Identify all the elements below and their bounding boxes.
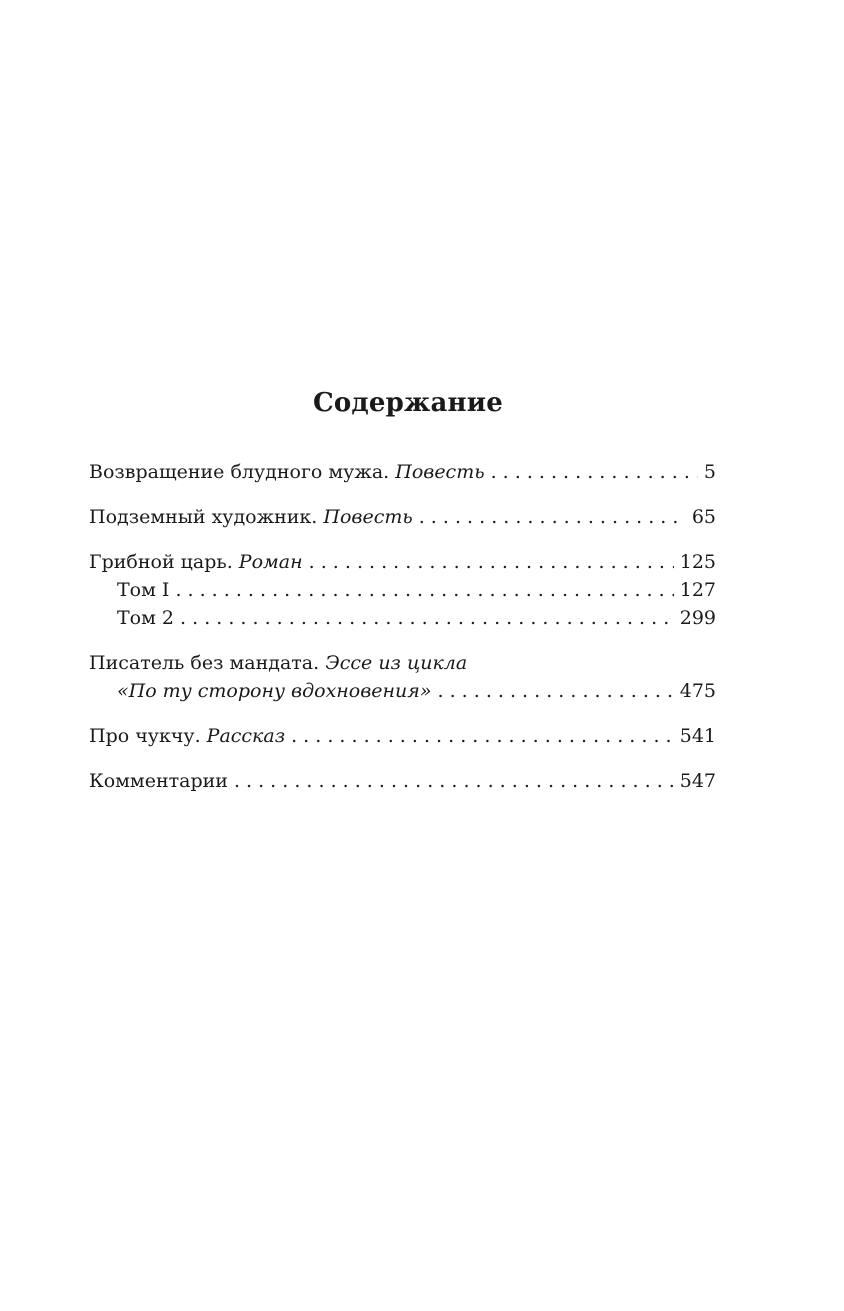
toc-entry[interactable] [89,677,716,705]
toc-entry-page: 125 [679,551,716,573]
dot-leader [309,548,674,576]
toc-entry-first-line[interactable] [89,649,716,677]
toc-entry-genre: Повесть [395,461,485,483]
toc-entry-genre-cont: «По ту сторону вдохновения» [117,680,432,702]
toc-subentry-title: Том I [117,579,170,601]
toc-entry-genre: Эссе из цикла [325,652,468,674]
toc-entry-page: 547 [679,770,716,792]
dot-leader [175,576,673,604]
toc-entry-title: Подземный художник. [89,506,318,528]
toc-entry-page: 541 [679,725,716,747]
toc-subentry[interactable] [89,604,716,632]
toc-heading: Содержание [312,388,504,418]
toc-entry-title: Писатель без мандата. [89,652,320,674]
toc-entry-label [89,503,413,531]
dot-leader [419,503,686,531]
toc-subentry[interactable] [89,576,716,604]
toc-entry[interactable] [89,503,716,531]
toc-entry-page: 5 [703,461,716,483]
toc-entry-page: 475 [679,680,716,702]
dot-leader [491,458,698,486]
toc-entry[interactable] [89,767,716,795]
toc-entry-title: Грибной царь. [89,551,233,573]
table-of-contents [89,458,716,795]
toc-entry-genre: Повесть [323,506,413,528]
toc-entry-label [89,548,303,576]
toc-entry-page: 65 [691,506,716,528]
toc-entry-label [89,458,485,486]
toc-entry-label [89,722,285,750]
dot-leader [438,677,674,705]
toc-entry[interactable] [89,458,716,486]
toc-subentry-page: 299 [679,607,716,629]
toc-entry-title: Комментарии [89,770,228,792]
toc-entry-label [117,677,432,705]
toc-entry-label [89,767,228,795]
toc-entry-genre: Рассказ [206,725,286,747]
dot-leader [291,722,674,750]
dot-leader [180,604,674,632]
toc-entry-title: Возвращение блудного мужа. [89,461,390,483]
dot-leader [234,767,674,795]
toc-subentry-title: Том 2 [117,607,175,629]
toc-subentry-page: 127 [679,579,716,601]
toc-entry-title: Про чукчу. [89,725,201,747]
toc-entry-genre: Роман [238,551,303,573]
toc-entry[interactable] [89,722,716,750]
toc-entry[interactable] [89,548,716,576]
